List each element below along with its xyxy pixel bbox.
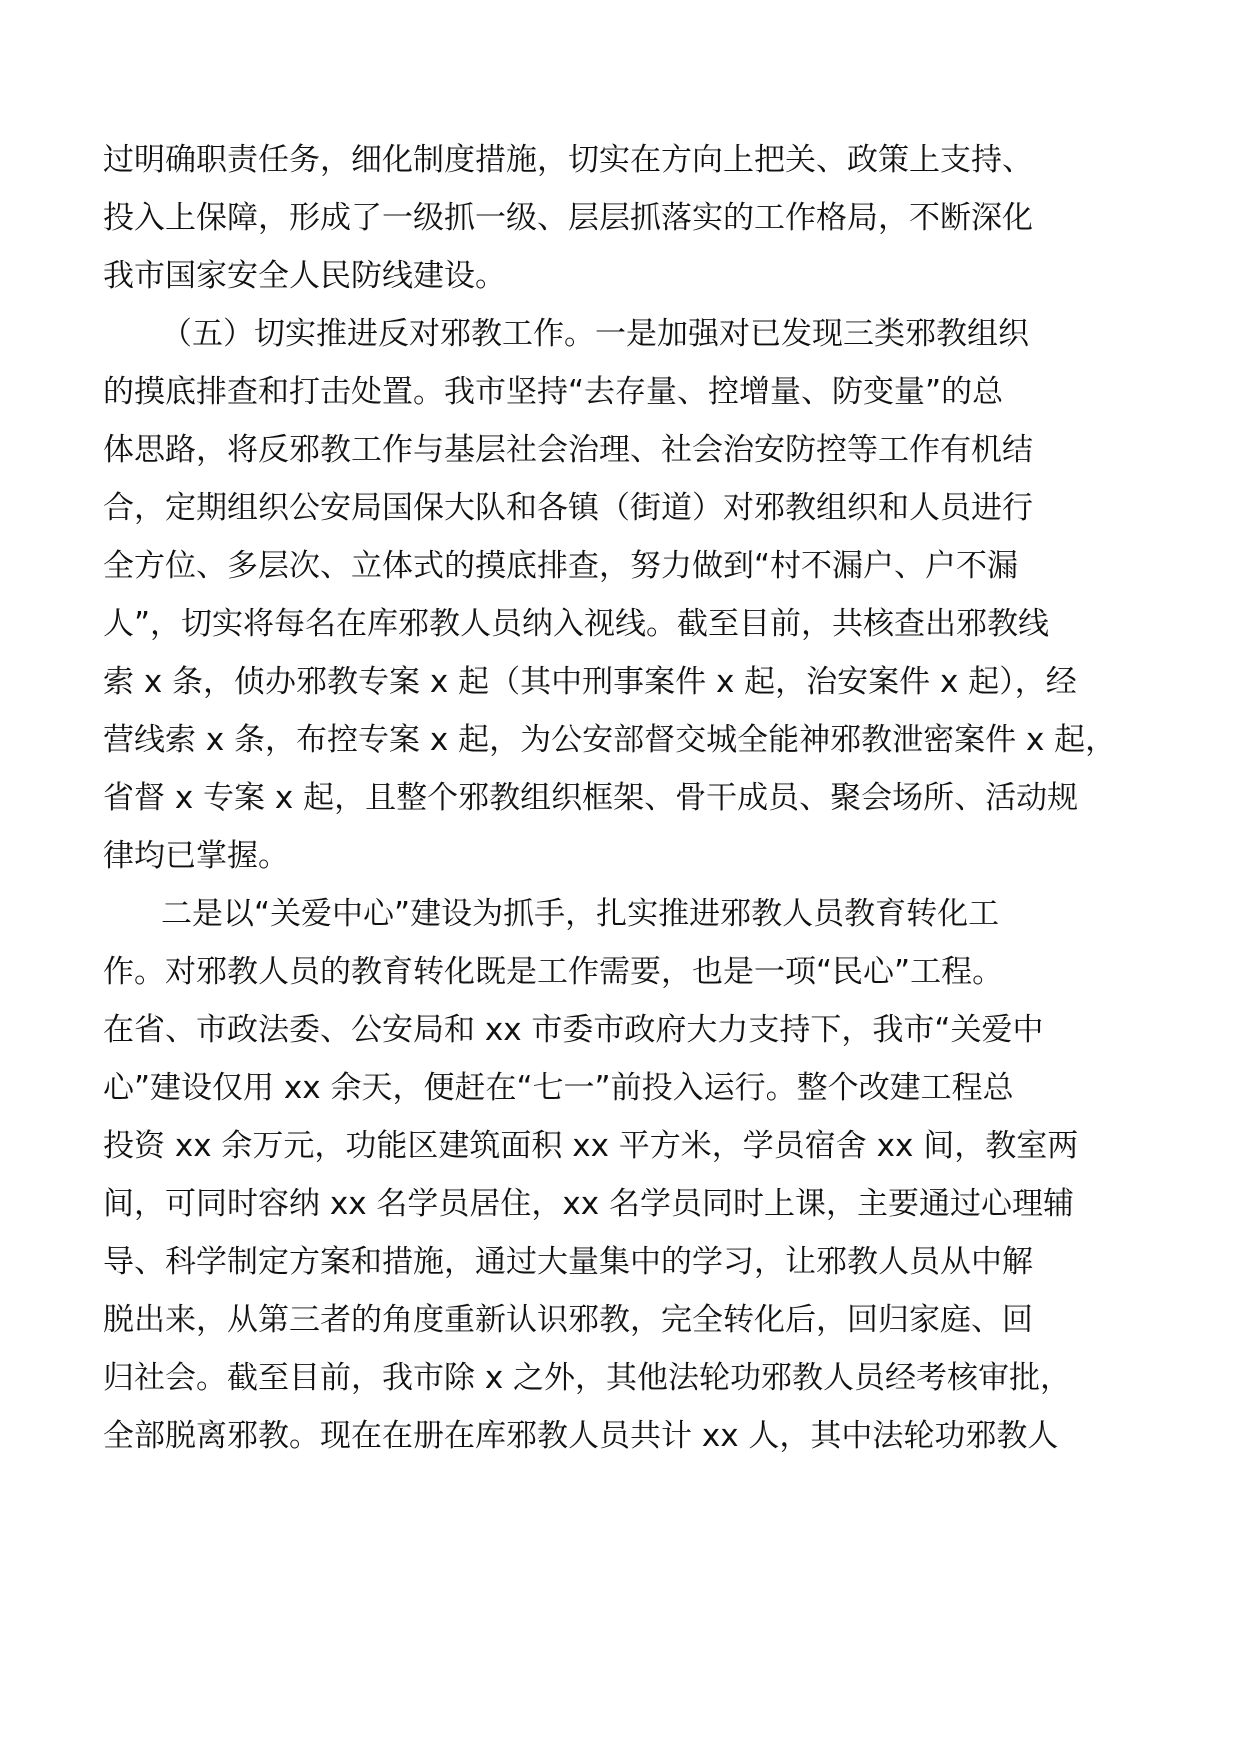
text-line-13: 律均已掌握。 — [103, 838, 289, 874]
text-line-18: 投资 xx 余万元，功能区建筑面积 xx 平方米，学员宿舍 xx 间，教室两 — [103, 1128, 1079, 1164]
text-line-7: 合，定期组织公安局国保大队和各镇（街道）对邪教组织和人员进行 — [103, 490, 1033, 526]
text-line-6: 体思路，将反邪教工作与基层社会治理、社会治安防控等工作有机结 — [103, 432, 1033, 468]
text-line-22: 归社会。截至目前，我市除 x 之外，其他法轮功邪教人员经考核审批， — [103, 1360, 1072, 1396]
text-line-10: 索 x 条，侦办邪教专案 x 起（其中刑事案件 x 起，治安案件 x 起），经 — [103, 664, 1077, 700]
text-line-17: 心”建设仅用 xx 余天，便赶在“七一”前投入运行。整个改建工程总 — [103, 1070, 1014, 1106]
text-line-5: 的摸底排查和打击处置。我市坚持“去存量、控增量、防变量”的总 — [103, 374, 1004, 410]
text-line-21: 脱出来，从第三者的角度重新认识邪教，完全转化后，回归家庭、回 — [103, 1302, 1033, 1338]
text-line-12: 省督 x 专案 x 起，且整个邪教组织框架、骨干成员、聚会场所、活动规 — [103, 780, 1079, 816]
text-line-2: 投入上保障，形成了一级抓一级、层层抓落实的工作格局，不断深化 — [103, 200, 1033, 236]
text-line-4: （五）切实推进反对邪教工作。一是加强对已发现三类邪教组织 — [161, 316, 1029, 352]
text-line-23: 全部脱离邪教。现在在册在库邪教人员共计 xx 人，其中法轮功邪教人 — [103, 1418, 1059, 1454]
text-line-9: 人”，切实将每名在库邪教人员纳入视线。截至目前，共核查出邪教线 — [103, 606, 1050, 642]
text-line-15: 作。对邪教人员的教育转化既是工作需要，也是一项“民心”工程。 — [103, 954, 1004, 990]
text-line-14: 二是以“关爱中心”建设为抓手，扎实推进邪教人员教育转化工 — [161, 896, 1000, 932]
text-line-16: 在省、市政法委、公安局和 xx 市委市政府大力支持下，我市“关爱中 — [103, 1012, 1044, 1048]
text-line-11: 营线索 x 条，布控专案 x 起，为公安部督交城全能神邪教泄密案件 x 起， — [103, 722, 1117, 758]
text-line-20: 导、科学制定方案和措施，通过大量集中的学习，让邪教人员从中解 — [103, 1244, 1033, 1280]
text-line-19: 间，可同时容纳 xx 名学员居住，xx 名学员同时上课，主要通过心理辅 — [103, 1186, 1074, 1222]
text-line-8: 全方位、多层次、立体式的摸底排查，努力做到“村不漏户、户不漏 — [103, 548, 1019, 584]
text-line-1: 过明确职责任务，细化制度措施，切实在方向上把关、政策上支持、 — [103, 142, 1033, 178]
text-line-3: 我市国家安全人民防线建设。 — [103, 258, 506, 294]
